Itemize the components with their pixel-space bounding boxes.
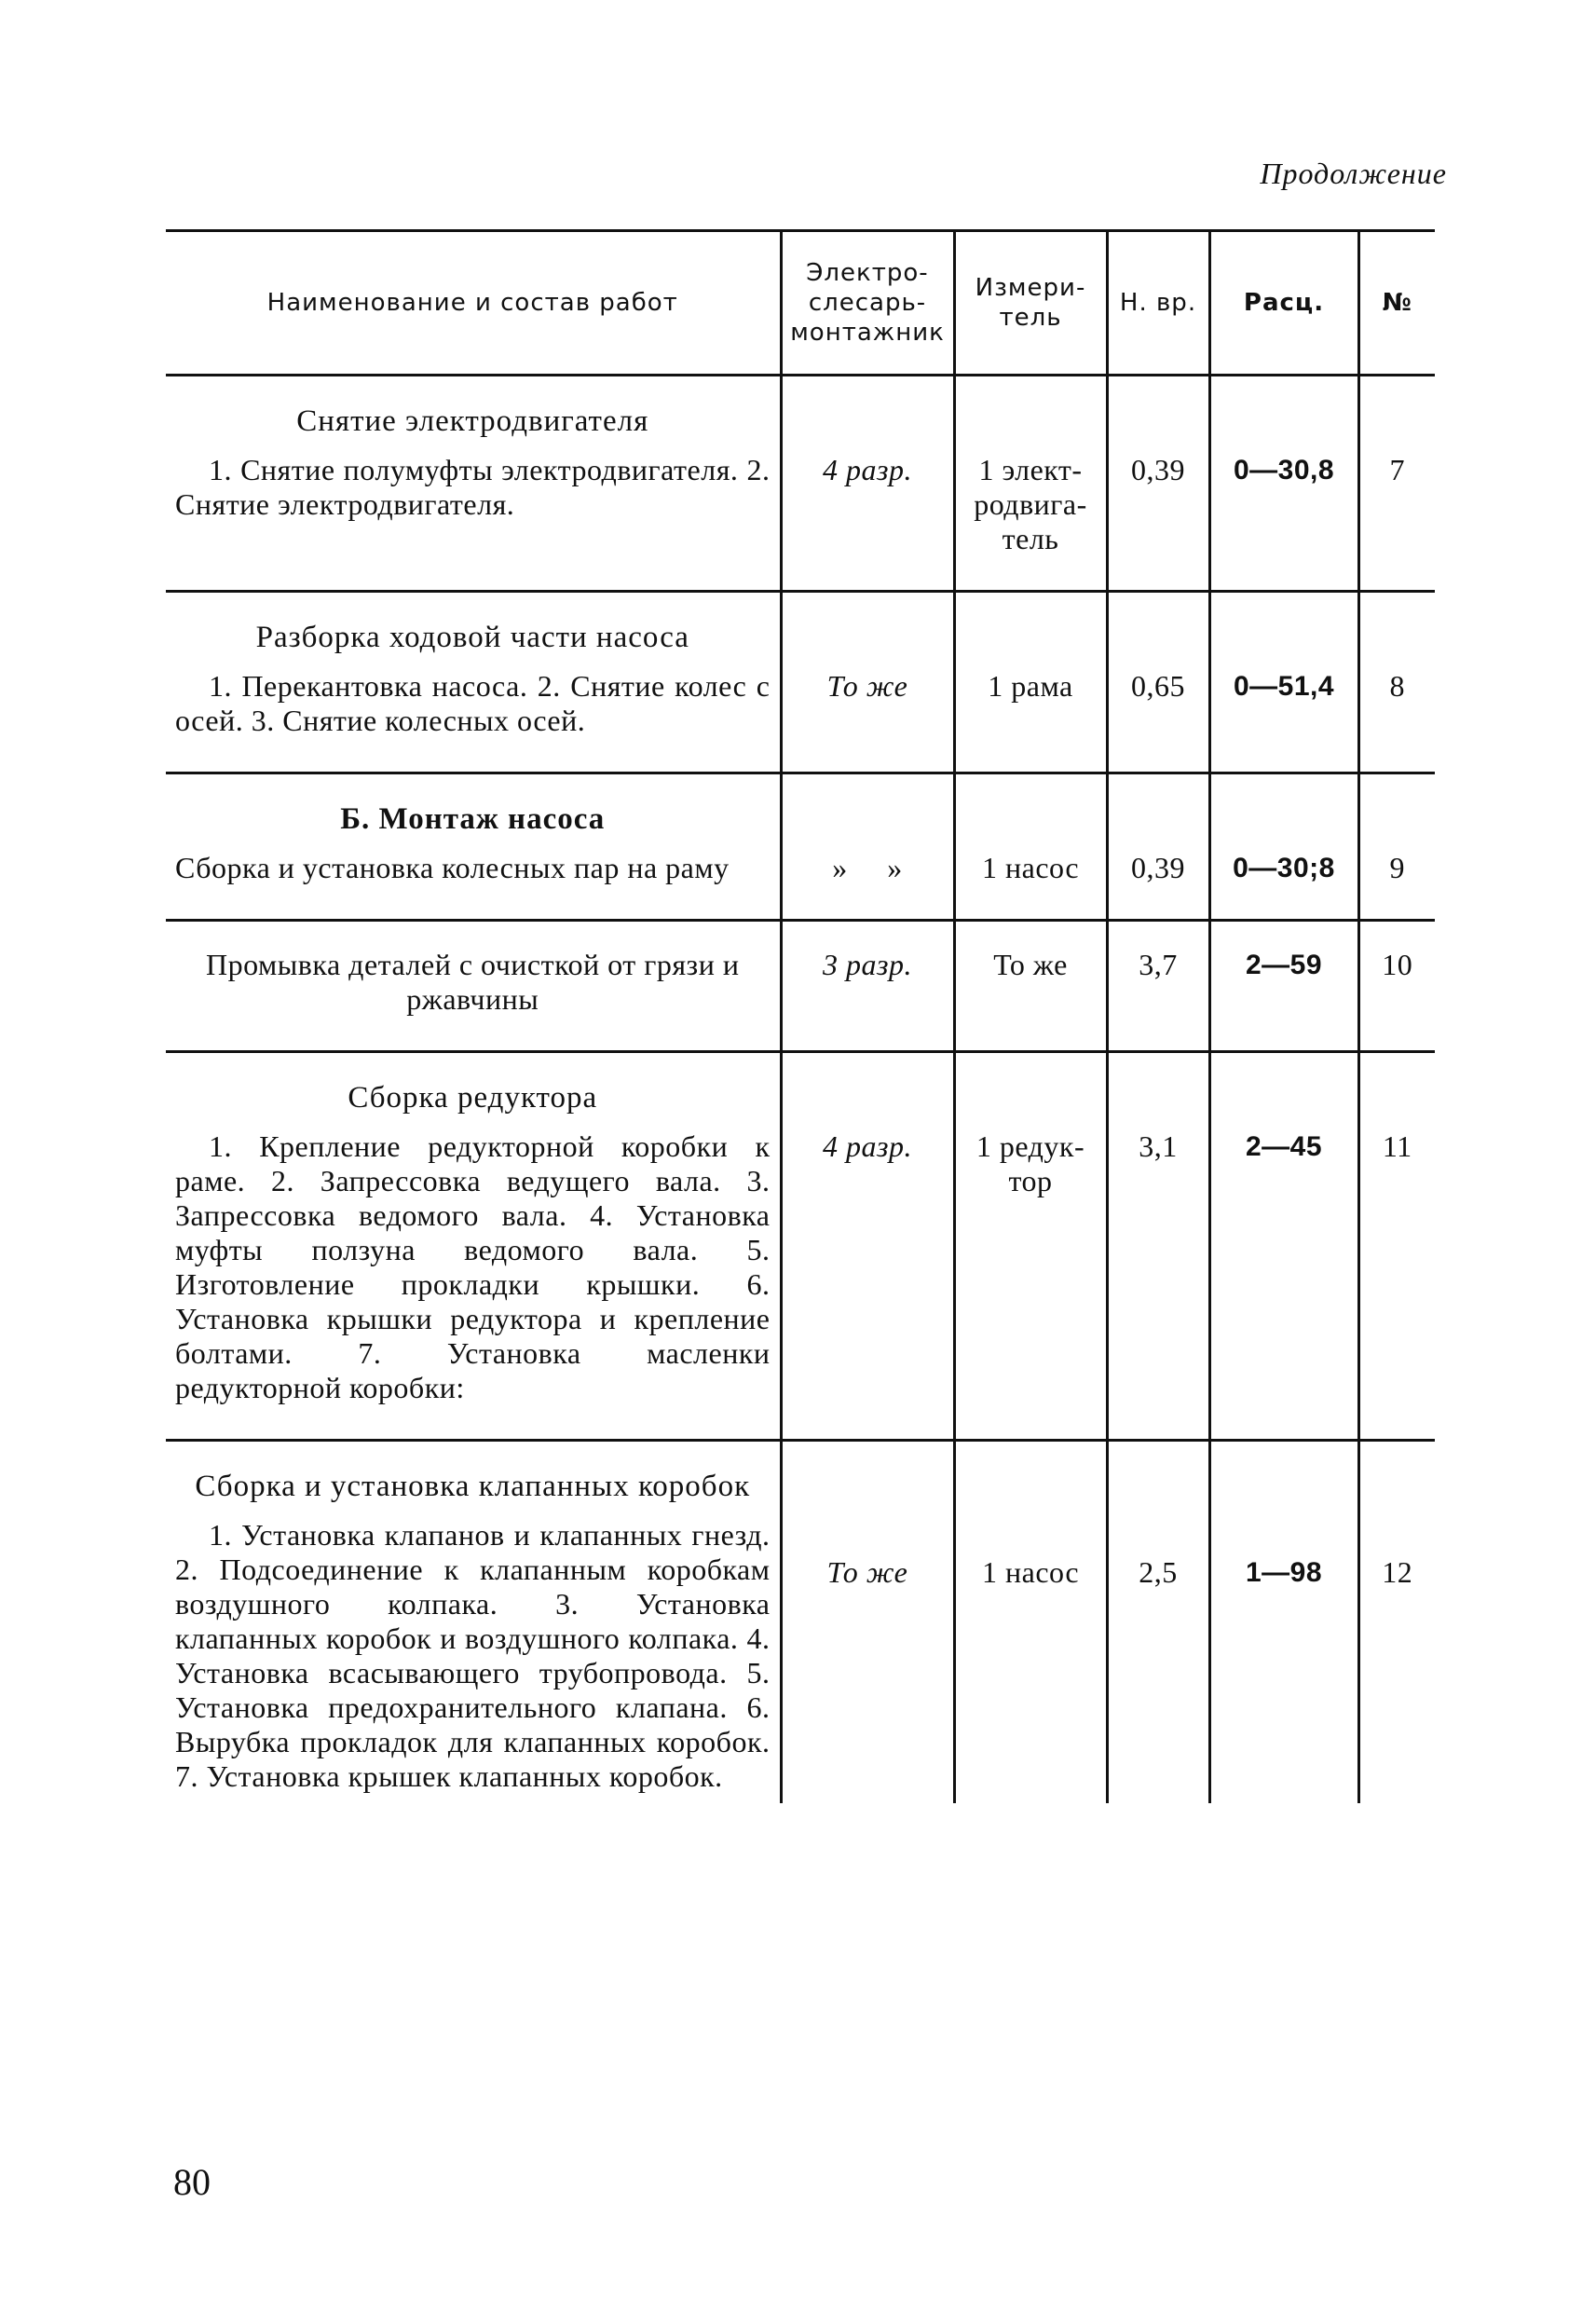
norm-time-cell	[1107, 773, 1209, 921]
norm-time-value: 2,5	[1139, 1555, 1178, 1589]
unit-value: 1 рама	[988, 669, 1073, 703]
worker-grade-cell	[781, 921, 954, 1052]
section-body: 1. Крепление редукторной коробки к раме. 2. Запрессовка ведущего вала. 3. Запрессовка ведомого вала. 4. Установка муфты ползуна ведомого вала. 5. Изготовление прокладки крышки. 6. Установка крышки редуктора и крепление болтами. 7. Установка масленки редукторной коробки:	[175, 1129, 771, 1404]
unit-value: То же	[993, 948, 1068, 981]
section-body: 1. Установка клапанов и клапанных гнезд. 2. Подсоединение к клапанным коробкам воздушного колпака. 3. Установка клапанных коробок и воздушного колпака. 4. Установка всасывающего трубопровода. 5. Установка предохранительного клапана. 6. Вырубка прокладок для клапанных коробок. 7. Установка крышек клапанных коробок.	[175, 1518, 771, 1793]
rate-value: 2—45	[1245, 1131, 1323, 1162]
row-number: 9	[1389, 851, 1405, 884]
norm-time-cell	[1107, 921, 1209, 1052]
section-body: Сборка и установка колесных пар на раму	[175, 851, 730, 884]
rate-cell	[1209, 592, 1358, 773]
unit-cell	[954, 376, 1107, 592]
work-description-cell	[166, 773, 781, 921]
table-row	[166, 1441, 1435, 1804]
column-header-norm: Н. вр.	[1107, 231, 1209, 376]
unit-cell	[954, 1052, 1107, 1441]
rate-cell	[1209, 1441, 1358, 1804]
work-description-cell	[166, 1441, 781, 1804]
worker-grade: 4 разр.	[823, 1129, 912, 1163]
work-description-cell	[166, 1052, 781, 1441]
unit-cell	[954, 773, 1107, 921]
unit-cell	[954, 592, 1107, 773]
column-header-name: Наименование и состав работ	[166, 231, 781, 376]
rate-cell	[1209, 376, 1358, 592]
table-row	[166, 1052, 1435, 1441]
number-cell	[1358, 921, 1435, 1052]
unit-cell	[954, 1441, 1107, 1804]
table-header-row	[166, 231, 1435, 376]
work-description-cell	[166, 376, 781, 592]
unit-cell	[954, 921, 1107, 1052]
work-description-cell	[166, 592, 781, 773]
rate-value: 0—51,4	[1233, 671, 1335, 702]
section-title: Сборка редуктора	[348, 1081, 598, 1115]
rate-cell	[1209, 1052, 1358, 1441]
rate-cell	[1209, 921, 1358, 1052]
rate-value: 0—30;8	[1233, 853, 1335, 883]
norm-time-value: 0,39	[1131, 453, 1185, 486]
work-norms-table	[166, 229, 1435, 1803]
norm-time-cell	[1107, 376, 1209, 592]
continuation-label: Продолжение	[1260, 157, 1447, 190]
worker-grade-cell	[781, 773, 954, 921]
row-number: 11	[1382, 1129, 1412, 1163]
number-cell	[1358, 1441, 1435, 1804]
work-description-cell	[166, 921, 781, 1052]
norm-time-cell	[1107, 1441, 1209, 1804]
worker-grade: То же	[826, 1555, 908, 1589]
table-row	[166, 773, 1435, 921]
row-number: 12	[1382, 1555, 1413, 1589]
section-title: Снятие электродвигателя	[296, 404, 649, 438]
norm-time-value: 3,7	[1139, 948, 1178, 981]
worker-grade: » »	[832, 851, 903, 884]
table-row	[166, 376, 1435, 592]
rate-value: 0—30,8	[1233, 455, 1335, 486]
rate-value: 1—98	[1245, 1557, 1323, 1588]
unit-value: 1 насос	[981, 1555, 1080, 1589]
worker-grade: 4 разр.	[823, 453, 912, 486]
section-title: Б. Монтаж насоса	[340, 802, 606, 836]
unit-value: 1 элект- родвига- тель	[974, 453, 1087, 555]
number-cell	[1358, 592, 1435, 773]
unit-value: 1 редук- тор	[975, 1129, 1085, 1197]
column-header-rate: Расц.	[1209, 231, 1358, 376]
norm-time-value: 0,39	[1131, 851, 1185, 884]
section-body: Промывка деталей с очисткой от грязи и ржавчины	[206, 948, 740, 1016]
norm-time-value: 3,1	[1139, 1129, 1178, 1163]
table-row	[166, 921, 1435, 1052]
page-number: 80	[173, 2161, 211, 2203]
worker-grade-cell	[781, 376, 954, 592]
section-body: 1. Снятие полумуфты электродвигателя. 2. Снятие электродвигателя.	[175, 453, 771, 521]
row-number: 8	[1389, 669, 1405, 703]
section-body: 1. Перекантовка насоса. 2. Снятие колес с осей. 3. Снятие колесных осей.	[175, 669, 771, 737]
row-number: 10	[1382, 948, 1413, 981]
rate-value: 2—59	[1245, 950, 1323, 980]
number-cell	[1358, 1052, 1435, 1441]
worker-grade-cell	[781, 592, 954, 773]
norm-time-cell	[1107, 1052, 1209, 1441]
column-header-number: №	[1358, 231, 1435, 376]
column-header-unit: Измери- тель	[954, 231, 1107, 376]
unit-value: 1 насос	[981, 851, 1080, 884]
worker-grade: 3 разр.	[823, 948, 912, 981]
number-cell	[1358, 376, 1435, 592]
rate-cell	[1209, 773, 1358, 921]
section-title: Сборка и установка клапанных коробок	[195, 1470, 751, 1503]
number-cell	[1358, 773, 1435, 921]
section-title: Разборка ходовой части насоса	[255, 621, 689, 654]
worker-grade: То же	[826, 669, 908, 703]
worker-grade-cell	[781, 1441, 954, 1804]
norm-time-cell	[1107, 592, 1209, 773]
row-number: 7	[1389, 453, 1405, 486]
table-row	[166, 592, 1435, 773]
column-header-worker: Электро- слесарь- монтажник	[781, 231, 954, 376]
worker-grade-cell	[781, 1052, 954, 1441]
norm-time-value: 0,65	[1131, 669, 1185, 703]
